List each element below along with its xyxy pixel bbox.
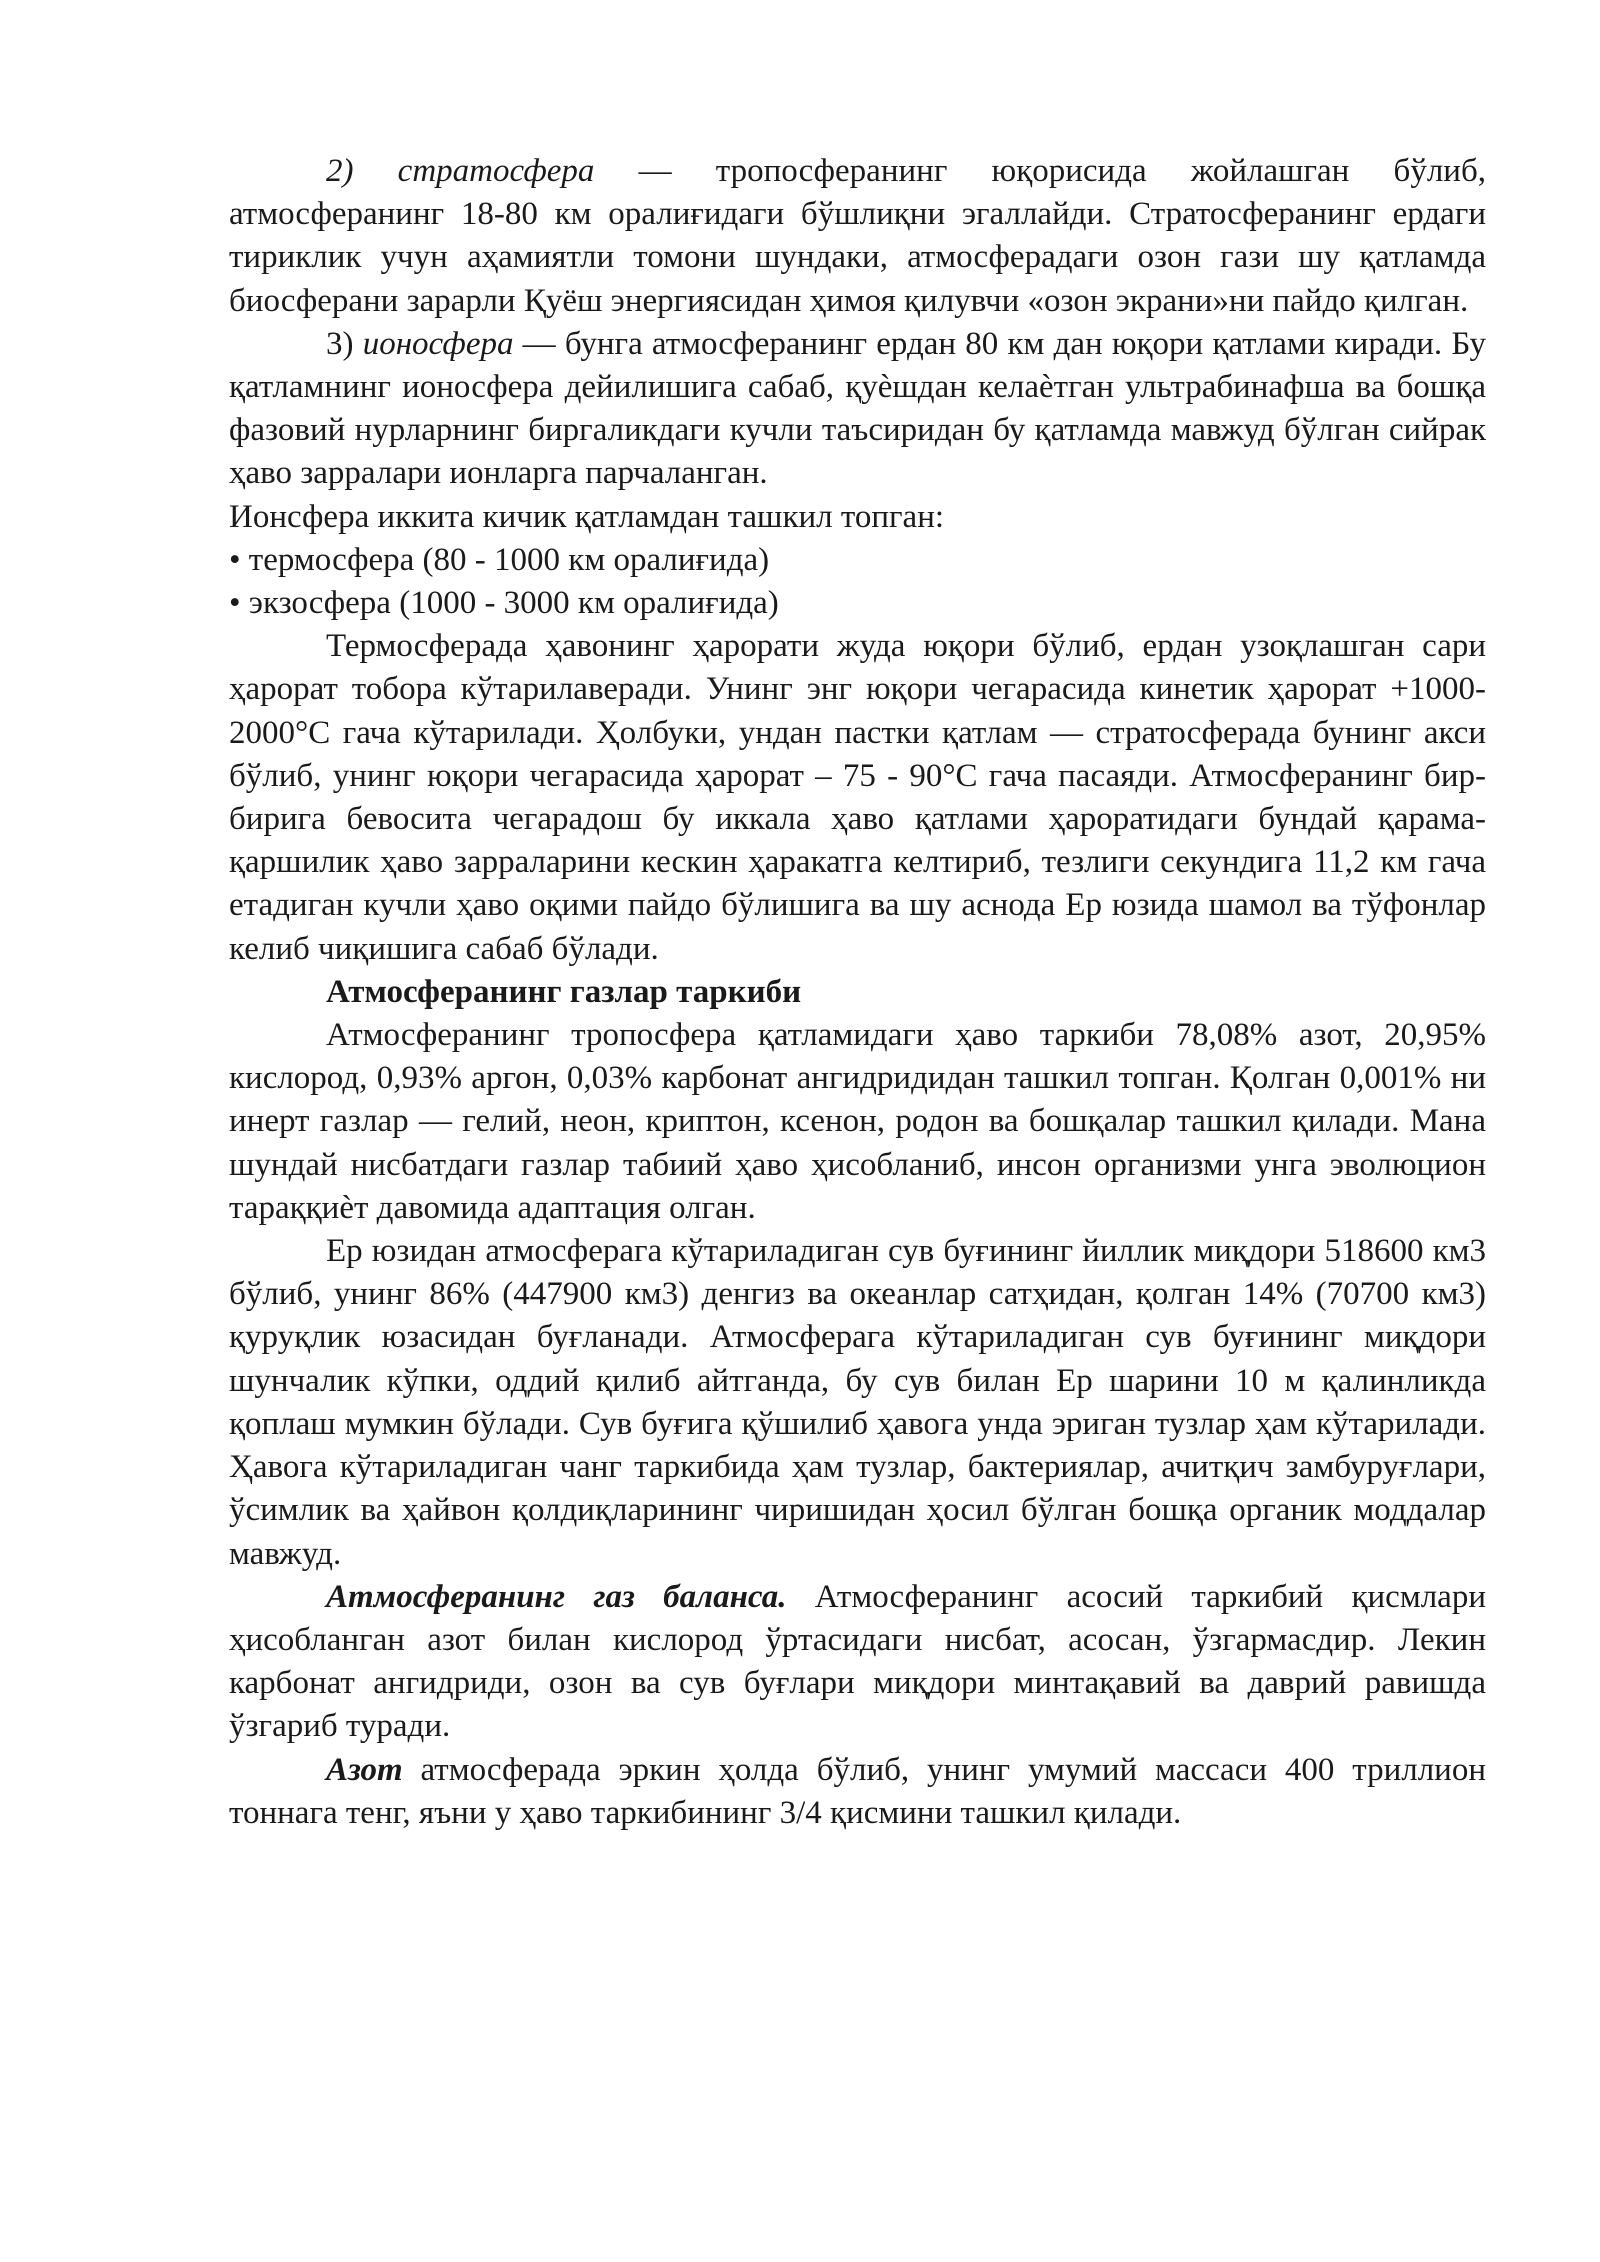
paragraph-thermosphere: Термосферада ҳавонинг ҳарорати жуда юқори бўлиб, ердан узоқлашган сари ҳарорат тобора кўтарилаверади. Унинг энг юқори чегарасида кинетик ҳарорат +1000-2000°С гача кўтарилади. Ҳолбуки, ундан пастки қатлам — стратосферада бунинг акси бўлиб, унинг юқори чегарасида ҳарорат – 75 - 90°С гача пасаяди. Атмосферанинг бир-бирига бевосита чегарадош бу иккала ҳаво қатлами ҳароратидаги бундай қарама-қаршилик ҳаво зарраларини кескин ҳаракатга келтириб, тезлиги секундига 11,2 км гача етадиган кучли ҳаво оқими пайдо бўлишига ва шу аснода Ер юзида шамол ва тўфонлар келиб чиқишига сабаб бўлади. — [229, 628, 1486, 967]
paragraph-text: — тропосферанинг юқорисида жойлашган бўлиб, атмосферанинг 18-80 км оралиғидаги бўшлиқни эгаллайди. Стратосферанинг ердаги тириклик учун аҳамиятли томони шундаки, атмосферадаги озон гази шу қатламда биосферани зарарли Қуёш энергиясидан ҳимоя қилувчи «озон экрани»ни пайдо қилган. — [229, 153, 1486, 319]
list-number: 3) — [326, 325, 363, 362]
paragraph-text: Атмосферанинг асосий таркибий қисмлари ҳисобланган азот билан кислород ўртасидаги нисбат, асосан, ўзгармасдир. Лекин карбонат ангидриди, озон ва сув буғлари миқдори минтақавий ва даврий равишда ўзгариб туради. — [229, 1578, 1486, 1745]
paragraph-gas-balance — [229, 1576, 1486, 1749]
paragraph-ionosphere-layers: Ионсфера иккита кичик қатламдан ташкил топган: — [229, 498, 945, 535]
paragraph-text: атмосферада эркин ҳолда бўлиб, унинг умумий массаси 400 триллион тоннага тенг, яъни у ҳаво таркибининг 3/4 қисмини ташкил қилади. — [229, 1751, 1486, 1831]
list-item-exosphere: • экзосфера (1000 - 3000 км оралиғида) — [229, 585, 779, 622]
paragraph-ionosphere — [229, 323, 1486, 496]
term-nitrogen: Азот — [326, 1751, 403, 1788]
paragraph-stratosphere — [229, 150, 1486, 323]
term-ionosphere: ионосфера — [362, 325, 514, 362]
section-heading: Атмосферанинг газлар таркиби — [326, 973, 802, 1010]
paragraph-water-vapor: Ер юзидан атмосферага кўтариладиган сув буғининг йиллик миқдори 518600 км3 бўлиб, унинг 86% (447900 км3) денгиз ва океанлар сатҳидан, қолган 14% (70700 км3) қуруқлик юзасидан буғланади. Атмосферага кўтариладиган сув буғининг миқдори шунчалик кўпки, оддий қилиб айтганда, бу сув билан Ер шарини 10 м қалинликда қоплаш мумкин бўлади. Сув буғига қўшилиб ҳавога унда эриган тузлар ҳам кўтарилади. Ҳавога кўтариладиган чанг таркибида ҳам тузлар, бактериялар, ачитқич замбуруғлари, ўсимлик ва ҳайвон қолдиқларининг чиришидан ҳосил бўлган бошқа органик моддалар мавжуд. — [229, 1233, 1486, 1572]
paragraph-nitrogen — [229, 1749, 1486, 1835]
paragraph-gas-composition: Атмосферанинг тропосфера қатламидаги ҳаво таркиби 78,08% азот, 20,95% кислород, 0,93% аргон, 0,03% карбонат ангидридидан ташкил топган. Қолган 0,001% ни инерт газлар — гелий, неон, криптон, ксенон, родон ва бошқалар ташкил қилади. Мана шундай нисбатдаги газлар табиий ҳаво ҳисобланиб, инсон организми унга эволюцион тараққиѐт давомида адаптация олган. — [229, 1017, 1486, 1226]
term-stratosphere: 2) стратосфера — [326, 153, 595, 189]
paragraph-text: — бунга атмосферанинг ердан 80 км дан юқори қатлами киради. Бу қатламнинг ионосфера дейилишига сабаб, қуѐшдан келаѐтган ультрабинафша ва бошқа фазовий нурларнинг биргаликдаги кучли таъсиридан бу қатламда мавжуд бўлган сийрак ҳаво зарралари ионларга парчаланган. — [229, 325, 1486, 492]
term-gas-balance: Атмосферанинг газ баланса. — [326, 1578, 787, 1615]
document-body — [229, 150, 1486, 1835]
list-item-thermosphere: • термосфера (80 - 1000 км оралиғида) — [229, 541, 770, 578]
